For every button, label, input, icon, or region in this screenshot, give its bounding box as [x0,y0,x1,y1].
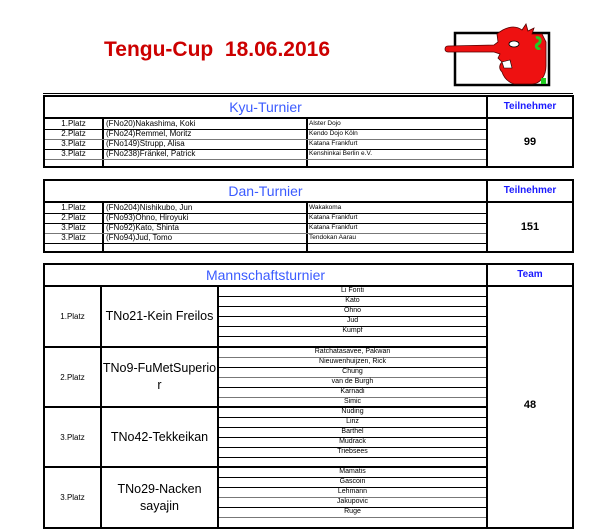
dan-count-label: Teilnehmer [503,185,557,196]
dan-row-name: (FNo93)Ohno, Hiroyuki [106,213,189,222]
header-divider [43,93,573,94]
kyu-table [43,95,574,168]
dan-count: 151 [520,221,540,233]
dan-row-place: 1.Platz [61,203,86,212]
kyu-table-title: Kyu-Turnier [229,99,302,115]
kyu-row-name: (FNo149)Strupp, Alisa [106,139,185,148]
kyu-row-place: 1.Platz [61,119,86,128]
dan-row-club: Katana Frankfurt [309,214,358,221]
dan-row-name: (FNo204)Nishikubo, Jun [106,203,193,212]
kyu-count: 99 [523,136,537,148]
kyu-row-name: (FNo20)Nakashima, Koki [106,119,196,128]
dan-row-club: Wakakoma [309,204,342,211]
dan-row-name: (FNo92)Kato, Shinta [106,223,179,232]
kyu-row-place: 2.Platz [61,129,86,138]
dan-table-title: Dan-Turnier [228,183,303,199]
team-member: Chung [342,368,363,375]
kyu-row-name: (FNo24)Remmel, Moritz [106,129,192,138]
team-member: Ohno [343,307,362,314]
team-place: 3.Platz [60,493,85,502]
team-member: Nieuwenhuijzen, Rick [319,358,386,365]
team-table-title: Mannschaftsturnier [205,267,326,283]
dan-table [43,179,574,253]
team-place: 1.Platz [60,312,85,321]
team-name: TNo42-Tekkeikan [110,429,209,444]
team-name: TNo21-Kein Freilos [105,309,214,323]
dan-row-place: 3.Platz [61,233,86,242]
team-member: Karnadi [340,388,365,395]
team-member: Ratchatasavee, Pakwan [314,348,391,355]
team-member: Li Fonti [341,287,364,294]
team-member: Nuding [341,408,364,415]
team-member: Linz [346,418,359,425]
dan-row-club: Katana Frankfurt [309,224,358,231]
team-table [43,263,574,529]
team-member: Lehmann [337,488,368,495]
team-member: Simic [343,398,362,405]
team-member: Barthel [341,428,364,435]
kyu-row-name: (FNo238)Fränkel, Patrick [106,149,196,158]
team-count: 48 [523,399,537,411]
tengu-logo-icon [442,22,552,88]
team-member: Triebsees [337,448,368,455]
team-member: Mamatis [339,468,366,475]
kyu-row-club: Kendo Dojo Köln [309,130,358,137]
team-place: 3.Platz [60,432,85,442]
team-count-label: Team [517,269,543,280]
team-member: Jakupovic [336,498,369,505]
kyu-row-place: 3.Platz [61,149,86,158]
dan-row-club: Tendokan Aarau [309,234,356,241]
kyu-row-club: Alster Dojo [309,120,341,127]
dan-row-place: 2.Platz [61,213,86,222]
kyu-row-club: Kenshinkai Berlin e.V. [309,150,372,157]
dan-row-name: (FNo94)Jud, Tomo [106,233,173,242]
team-member: van de Burgh [331,378,374,385]
team-name: TNo9-FuMetSuperior [102,361,217,392]
team-member: Kato [345,297,360,304]
team-member: Gascoin [339,478,366,485]
team-member: Jud [346,317,359,324]
team-place: 2.Platz [60,372,85,382]
kyu-count-label: Teilnehmer [503,101,557,112]
kyu-row-club: Katana Frankfurt [309,140,358,147]
page-title: Tengu-Cup 18.06.2016 [104,38,331,61]
dan-row-place: 3.Platz [61,223,86,232]
team-member: Ruge [344,508,361,515]
team-member: Mudrack [339,438,366,445]
team-member: Kumpf [342,327,363,334]
kyu-row-place: 3.Platz [61,139,86,148]
team-name: TNo29-Nacken sayajin [117,481,202,513]
